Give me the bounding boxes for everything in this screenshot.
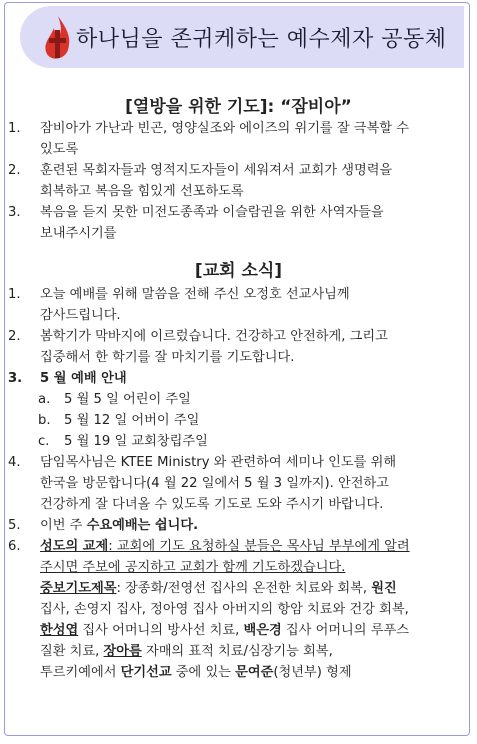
header-banner: [20, 6, 464, 68]
list-item: 1. 오늘 예배를 위해 말씀을 전해 주신 오정호 선교사님께 감사드립니다.: [8, 287, 350, 323]
list-item: 3. 복음을 듣지 못한 미전도종족과 이슬람권을 위한 사역자들을 보내주시기를: [8, 205, 384, 241]
news-list: [8, 284, 470, 683]
list-item: 4. 담임목사님은 KTEE Ministry 와 관련하여 세미나 인도를 위해 한국을 방문합니다(4 월 22 일에서 5 월 3 일까지). 안전하고 건강하게 잘 다녀올 수 있도록 기도로 도와 주시기 바랍니다.: [8, 455, 397, 512]
news-heading: [교회 소식]: [194, 261, 283, 281]
list-item: 5. 이번 주 수요예배는 쉽니다.: [8, 518, 199, 533]
list-item: 2. 훈련된 목회자들과 영적지도자들이 세워져서 교회가 생명력을 회복하고 복음을 힘있게 선포하도록: [8, 163, 393, 199]
fellowship-label: 성도의 교제: [40, 539, 109, 554]
sub-list-item: a. 5 월 5 일 어린이 주일: [38, 392, 191, 407]
list-item: 3. 5 월 예배 안내: [8, 371, 127, 386]
prayer-list: [8, 118, 470, 244]
prayer-heading: [열방을 위한 기도]: “잠비아”: [125, 97, 352, 117]
sub-list-item: c. 5 월 19 일 교회창립주일: [38, 434, 208, 449]
list-item: 2. 봄학기가 막바지에 이르렀습니다. 건강하고 안전하게, 그리고 집중해서 한 학기를 잘 마치기를 기도합니다.: [8, 329, 388, 365]
cross-flame-logo-icon: [42, 14, 74, 64]
worship-guide-title: 5 월 예배 안내: [40, 371, 127, 386]
list-item: 1. 잠비아가 가난과 빈곤, 영양실조와 에이즈의 위기를 잘 극복할 수 있도록: [8, 121, 409, 157]
page-title: 하나님을 존귀케하는 예수제자 공동체: [76, 27, 447, 52]
list-item: 6. 성도의 교제: 교회에 기도 요청하실 분들은 목사님 부부에게 알려 주시면 주보에 공지하고 교회가 함께 기도하겠습니다. 중보기도제목: 장종화/전영선 집사의 온전한 치료와 회복, 원진 집사, 손영지 집사, 정아영 집사 아버지의 항암 치료와 건강 회복, 한성엽 집사 어머니의 방사선 치료, 백은경 집사 어머니의 루푸스 질환 치료, 장아름 자매의 표적 치료/심장기능 회복, 투르키예에서 단기선교 중에 있는 문여준(청년부) 형제: [8, 539, 410, 680]
sub-list-item: b. 5 월 12 일 어버이 주일: [38, 413, 200, 428]
intercession-label: 중보기도제목: [40, 581, 117, 596]
